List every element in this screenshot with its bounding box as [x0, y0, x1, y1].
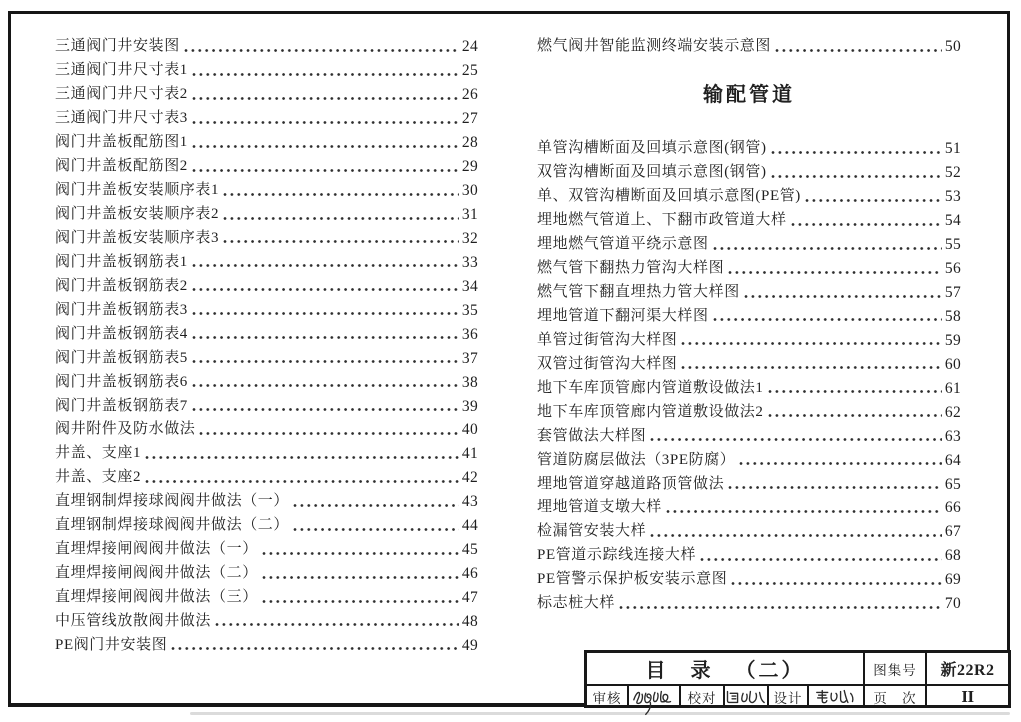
toc-item-page: 53 — [944, 188, 961, 206]
toc-item — [537, 232, 961, 256]
toc-item-page: 42 — [461, 469, 478, 487]
toc-item — [537, 543, 961, 567]
toc-leader-dots — [192, 335, 459, 340]
toc-left-column — [55, 34, 478, 656]
toc-item — [55, 393, 478, 417]
toc-item — [537, 471, 961, 495]
toc-item-page: 67 — [944, 523, 961, 541]
toc-item-title: 阀井附件及防水做法 — [55, 421, 196, 438]
toc-item — [537, 304, 961, 328]
toc-item-page: 38 — [461, 373, 478, 391]
toc-item-title: 直埋钢制焊接球阀阀井做法（一） — [55, 493, 290, 510]
toc-item-title: 阀门井盖板钢筋表7 — [55, 397, 188, 414]
toc-item-title: 管道防腐层做法（3PE防腐） — [537, 451, 736, 468]
toc-item-page: 49 — [461, 636, 478, 654]
toc-item-title: 双管过街管沟大样图 — [537, 355, 678, 372]
scan-shadow-line — [190, 712, 1010, 715]
toc-item-title: 埋地管道支墩大样 — [537, 499, 662, 516]
toc-item-title: 阀门井盖板安装顺序表1 — [55, 182, 220, 199]
toc-item — [55, 513, 478, 537]
atlas-number-value: 新22R2 — [925, 653, 1008, 684]
toc-item-title: 埋地燃气管道平绕示意图 — [537, 236, 709, 253]
toc-item-page: 70 — [944, 595, 961, 613]
toc-leader-dots — [805, 198, 942, 203]
toc-item-title: 埋地管道下翻河渠大样图 — [537, 307, 709, 324]
toc-item-title: 燃气阀井智能监测终端安装示意图 — [537, 38, 772, 55]
toc-leader-dots — [192, 120, 459, 125]
toc-item — [55, 345, 478, 369]
designer-label: 设计 — [767, 684, 807, 708]
toc-item — [537, 256, 961, 280]
toc-item-title: 阀门井盖板安装顺序表3 — [55, 229, 220, 246]
toc-item-page: 59 — [944, 331, 961, 349]
toc-item — [537, 375, 961, 399]
toc-item-page: 32 — [461, 229, 478, 247]
toc-item — [537, 495, 961, 519]
toc-item — [537, 327, 961, 351]
toc-leader-dots — [713, 317, 942, 322]
toc-item-page: 58 — [944, 307, 961, 325]
designer-signature-cell — [807, 684, 863, 708]
toc-item — [55, 154, 478, 178]
toc-item-page: 64 — [944, 451, 961, 469]
toc-item-title: 双管沟槽断面及回填示意图(钢管) — [537, 164, 767, 181]
toc-leader-dots — [223, 216, 459, 221]
toc-leader-dots — [619, 605, 942, 610]
toc-item — [55, 369, 478, 393]
toc-leader-dots — [771, 150, 942, 155]
toc-leader-dots — [744, 294, 942, 299]
toc-leader-dots — [775, 48, 942, 53]
toc-leader-dots — [731, 581, 942, 586]
atlas-number-label: 图集号 — [863, 653, 925, 684]
toc-item — [55, 441, 478, 465]
toc-leader-dots — [199, 431, 458, 436]
toc-leader-dots — [223, 192, 459, 197]
toc-leader-dots — [192, 287, 459, 292]
toc-leader-dots — [145, 455, 459, 460]
toc-item-title: 燃气管下翻直埋热力管大样图 — [537, 284, 740, 300]
toc-leader-dots — [223, 239, 459, 244]
toc-item-title: 直埋焊接闸阀阀井做法（一） — [55, 541, 258, 558]
toc-item-title: 单管沟槽断面及回填示意图(钢管) — [537, 140, 767, 157]
toc-item-title: 阀门井盖板安装顺序表2 — [55, 206, 220, 222]
toc-item-title: 标志桩大样 — [537, 595, 616, 612]
toc-item — [537, 567, 961, 591]
toc-leader-dots — [771, 174, 942, 179]
toc-item — [55, 561, 478, 585]
toc-item — [55, 609, 478, 633]
toc-item-page: 41 — [461, 445, 478, 463]
toc-leader-dots — [728, 485, 942, 490]
toc-item-page: 69 — [944, 571, 961, 589]
toc-leader-dots — [192, 311, 459, 316]
toc-item-page: 57 — [944, 284, 961, 301]
toc-item-title: 三通阀门井尺寸表1 — [55, 62, 188, 79]
reviewer-signature-cell — [627, 684, 679, 708]
title-block — [584, 650, 1011, 708]
title-block-title: 目 录 （二） — [645, 660, 805, 682]
toc-item-page: 63 — [944, 427, 961, 445]
toc-item-title: 直埋钢制焊接球阀阀井做法（二） — [55, 517, 290, 534]
toc-item — [537, 34, 961, 58]
toc-item-page: 40 — [461, 421, 478, 439]
toc-item — [55, 82, 478, 106]
toc-leader-dots — [739, 461, 941, 466]
toc-leader-dots — [768, 413, 942, 418]
toc-item-page: 37 — [461, 349, 478, 367]
toc-item-page: 50 — [944, 38, 961, 56]
toc-item-page: 30 — [461, 182, 478, 200]
toc-item — [55, 537, 478, 561]
toc-item — [55, 489, 478, 513]
toc-item-title: 检漏管安装大样 — [537, 523, 647, 540]
toc-leader-dots — [184, 48, 459, 53]
toc-item-title: 套管做法大样图 — [537, 427, 647, 444]
toc-leader-dots — [650, 437, 942, 442]
toc-item-page: 52 — [944, 164, 961, 182]
toc-item-page: 39 — [461, 397, 478, 415]
toc-item-page: 29 — [461, 158, 478, 176]
toc-item-title: 阀门井盖板钢筋表2 — [55, 277, 188, 294]
toc-item-title: 阀门井盖板钢筋表5 — [55, 349, 188, 366]
toc-leader-dots — [262, 599, 459, 604]
toc-leader-dots — [192, 383, 459, 388]
toc-leader-dots — [768, 389, 942, 394]
toc-item-page: 44 — [461, 517, 478, 535]
toc-item — [537, 519, 961, 543]
toc-item-page: 26 — [461, 86, 478, 104]
toc-item-page: 60 — [944, 355, 961, 373]
toc-item — [537, 280, 961, 304]
toc-item — [537, 591, 961, 615]
toc-item-page: 35 — [461, 301, 478, 319]
page-number-label: 页 次 — [863, 684, 925, 708]
toc-right-items — [537, 136, 961, 615]
toc-item-page: 45 — [461, 541, 478, 559]
toc-item-page: 46 — [461, 565, 478, 583]
toc-item — [537, 184, 961, 208]
toc-item-title: 三通阀门井尺寸表2 — [55, 86, 188, 103]
toc-item — [55, 297, 478, 321]
toc-item-title: 阀门井盖板钢筋表1 — [55, 253, 188, 270]
toc-item-title: 三通阀门井尺寸表3 — [55, 110, 188, 127]
toc-item-page: 61 — [944, 379, 961, 397]
toc-item-title: 阀门井盖板钢筋表3 — [55, 301, 188, 318]
toc-item — [537, 160, 961, 184]
toc-leader-dots — [192, 263, 459, 268]
toc-leader-dots — [293, 527, 459, 532]
toc-right-column — [537, 34, 961, 615]
toc-item — [55, 202, 478, 226]
toc-item-title: 单、双管沟槽断面及回填示意图(PE管) — [537, 188, 801, 205]
toc-item — [55, 632, 478, 656]
toc-item — [55, 585, 478, 609]
toc-leader-dots — [791, 222, 942, 227]
toc-item — [55, 273, 478, 297]
toc-leader-dots — [666, 509, 942, 514]
toc-item — [537, 136, 961, 160]
toc-leader-dots — [262, 575, 459, 580]
toc-leader-dots — [681, 365, 941, 370]
toc-item-page: 55 — [944, 236, 961, 254]
toc-item — [55, 321, 478, 345]
toc-item-page: 36 — [461, 325, 478, 343]
toc-item-page: 54 — [944, 212, 961, 230]
toc-leader-dots — [192, 72, 459, 77]
toc-item — [55, 130, 478, 154]
toc-item — [55, 58, 478, 82]
toc-item — [55, 249, 478, 273]
checker-signature-cell — [723, 684, 767, 708]
reviewer-signature — [629, 686, 679, 708]
toc-item — [537, 351, 961, 375]
toc-item-page: 65 — [944, 475, 961, 493]
toc-item — [55, 417, 478, 441]
toc-item-page: 47 — [461, 589, 478, 606]
toc-leader-dots — [192, 144, 459, 149]
page-number-value: II — [925, 684, 1008, 708]
toc-right-pre-items — [537, 34, 961, 58]
toc-item — [55, 106, 478, 130]
toc-item — [537, 208, 961, 232]
toc-item-page: 34 — [461, 277, 478, 295]
toc-item-page: 68 — [944, 547, 961, 565]
toc-item-title: 埋地管道穿越道路顶管做法 — [537, 475, 725, 492]
section-title: 输配管道 — [703, 83, 795, 106]
toc-leader-dots — [700, 557, 942, 562]
toc-item-page: 24 — [461, 38, 478, 56]
toc-item-page: 33 — [461, 253, 478, 271]
toc-item-page: 51 — [944, 140, 961, 158]
checker-signature — [722, 686, 770, 708]
toc-item-title: 地下车库顶管廊内管道敷设做法2 — [537, 403, 764, 420]
toc-item-page: 48 — [461, 612, 478, 630]
reviewer-label: 审核 — [587, 684, 627, 708]
toc-item-title: 阀门井盖板配筋图2 — [55, 158, 188, 175]
toc-item-page: 27 — [461, 110, 478, 128]
toc-item-title: 井盖、支座1 — [55, 445, 142, 462]
toc-item-title: PE阀门井安装图 — [55, 636, 168, 653]
toc-leader-dots — [145, 479, 459, 484]
toc-item-title: 直埋焊接闸阀阀井做法（二） — [55, 565, 258, 582]
toc-leader-dots — [192, 168, 459, 173]
toc-item-title: 燃气管下翻热力管沟大样图 — [537, 260, 725, 277]
toc-item — [537, 423, 961, 447]
toc-item — [537, 447, 961, 471]
toc-leader-dots — [650, 533, 942, 538]
toc-leader-dots — [192, 359, 459, 364]
toc-leader-dots — [293, 503, 459, 508]
toc-item-title: 井盖、支座2 — [55, 469, 142, 486]
toc-leader-dots — [681, 341, 941, 346]
toc-leader-dots — [728, 270, 942, 275]
toc-item-page: 25 — [461, 62, 478, 80]
designer-signature — [811, 686, 861, 708]
checker-label: 校对 — [679, 684, 723, 708]
toc-leader-dots — [262, 551, 459, 556]
toc-item-page: 66 — [944, 499, 961, 517]
toc-item-page: 31 — [461, 206, 478, 223]
toc-item-title: PE管警示保护板安装示意图 — [537, 571, 728, 588]
toc-item-page: 28 — [461, 134, 478, 152]
toc-item — [55, 226, 478, 250]
toc-item-page: 56 — [944, 260, 961, 278]
toc-item-title: PE管道示踪线连接大样 — [537, 547, 697, 564]
toc-item-title: 地下车库顶管廊内管道敷设做法1 — [537, 379, 764, 396]
toc-leader-dots — [713, 246, 942, 251]
toc-item — [537, 399, 961, 423]
toc-item-title: 阀门井盖板钢筋表4 — [55, 325, 188, 342]
toc-leader-dots — [192, 96, 459, 101]
toc-item-title: 阀门井盖板配筋图1 — [55, 134, 188, 151]
toc-leader-dots — [171, 646, 459, 651]
toc-item — [55, 465, 478, 489]
toc-leader-dots — [215, 622, 459, 627]
toc-item-title: 三通阀门井安装图 — [55, 38, 180, 55]
toc-item — [55, 178, 478, 202]
toc-item-title: 埋地燃气管道上、下翻市政管道大样 — [537, 212, 787, 229]
toc-item-page: 62 — [944, 403, 961, 421]
toc-item — [55, 34, 478, 58]
toc-item-title: 单管过街管沟大样图 — [537, 331, 678, 348]
toc-item-page: 43 — [461, 493, 478, 511]
toc-leader-dots — [192, 407, 459, 412]
toc-item-title: 阀门井盖板钢筋表6 — [55, 373, 188, 390]
toc-item-title: 中压管线放散阀井做法 — [55, 612, 212, 629]
toc-item-title: 直埋焊接闸阀阀井做法（三） — [55, 589, 258, 605]
